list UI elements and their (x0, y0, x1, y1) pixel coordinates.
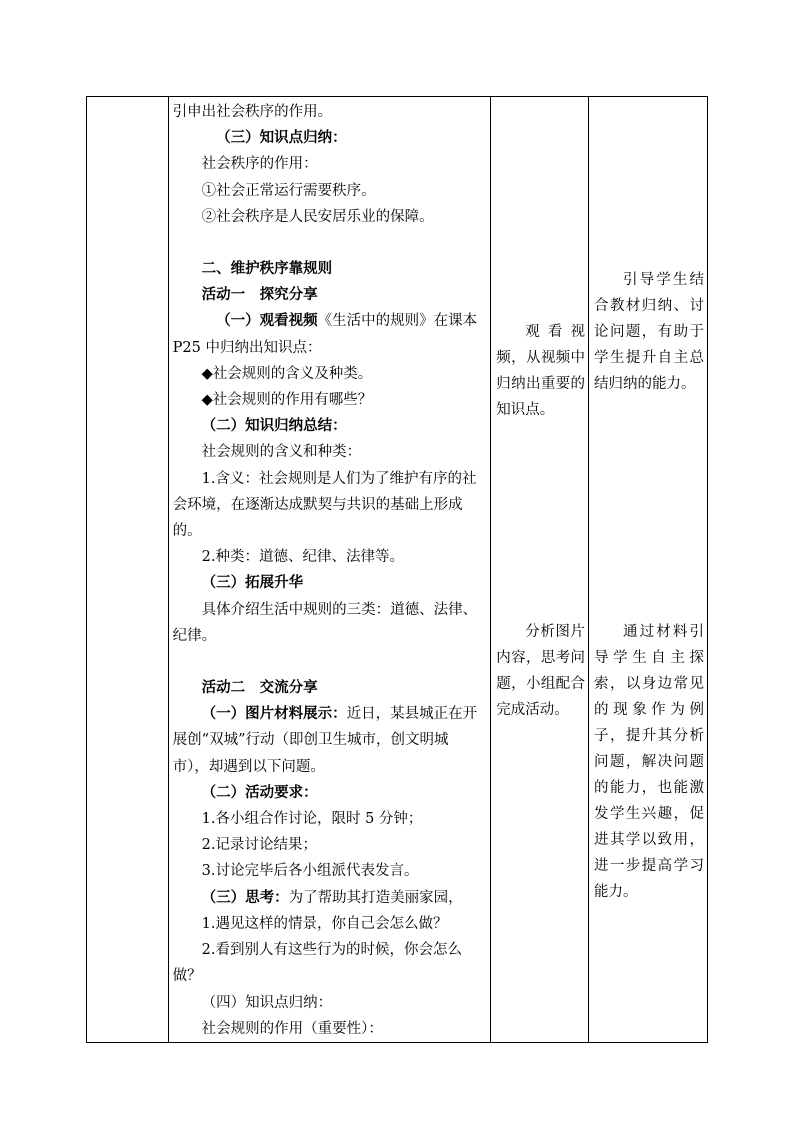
paragraph (173, 308, 485, 360)
paragraph: 2.种类：道德、纪律、法律等。 (201, 549, 404, 566)
list-item: 2.看到别人有这些行为的时候，你会怎么做？ (172, 942, 462, 985)
list-item: 1.遇见这样的情景，你自己会怎么做？ (201, 915, 448, 932)
table-row (87, 97, 708, 1043)
paragraph: 社会规则的作用（重要性）： (201, 1020, 383, 1037)
bullet-item: ◆社会规则的含义及种类。 (201, 365, 373, 382)
paragraph-text: 近日，某县城正在开展创“双城”行动（即创卫生城市，创文明城市），却遇到以下问题。 (172, 706, 478, 775)
student-activity-cell (491, 97, 589, 1043)
stage-cell (87, 97, 169, 1043)
paragraph: 具体介绍生活中规则的三类：道德、法律、纪律。 (172, 601, 478, 644)
content-cell (168, 97, 491, 1043)
paragraph (173, 701, 485, 780)
paragraph: 社会秩序的作用： (201, 156, 318, 173)
activity-title: 活动二 交流分享 (201, 679, 318, 697)
lesson-plan-table (86, 96, 708, 1043)
section-heading: （二）活动要求： (201, 783, 318, 801)
design-intent-text: 通过材料引导学生自主探索，以身边常见的现象作为例子，提升其分析问题，解决问题的能力，也能激发学生兴趣，促进其学以致用，进一步提高学习能力。 (594, 624, 704, 900)
paragraph: 社会规则的含义和种类： (201, 444, 362, 461)
part-title: 二、维护秩序靠规则 (201, 260, 333, 278)
paragraph-text: 为了帮助其打造美丽家园， (288, 889, 463, 906)
list-item: 1.各小组合作讨论，限时 5 分钟； (201, 811, 423, 828)
paragraph: ②社会秩序是人民安居乐业的保障。 (201, 208, 434, 225)
paragraph-text: 《生活中的规则》在课本 P25 中归纳出知识点： (172, 313, 478, 356)
section-heading: （四）知识点归纳： (201, 994, 333, 1011)
section-heading: （三）拓展升华 (201, 574, 304, 592)
section-heading: （一）观看视频 (216, 312, 318, 330)
section-heading: （三）思考： (201, 888, 289, 906)
list-item: 2.记录讨论结果； (201, 837, 317, 854)
design-intent-cell (589, 97, 708, 1043)
list-item: 3.讨论完毕后各小组派代表发言。 (201, 863, 419, 880)
paragraph (173, 885, 485, 911)
student-activity-text: 观看视频，从视频中归纳出重要的知识点。 (496, 324, 586, 418)
paragraph: ①社会正常运行需要秩序。 (201, 182, 376, 199)
bullet-item: ◆社会规则的作用有哪些？ (201, 392, 373, 409)
design-intent-text: 引导学生结合教材归纳、讨论问题，有助于学生提升自主总结归纳的能力。 (594, 272, 704, 392)
section-heading: （二）知识归纳总结： (201, 417, 347, 435)
section-heading: （一）图片材料展示： (201, 705, 347, 723)
student-activity-text: 分析图片内容，思考问题，小组配合完成活动。 (496, 624, 586, 718)
section-heading: （三）知识点归纳： (216, 129, 347, 147)
intro-text: 引申出社会秩序的作用。 (172, 104, 333, 120)
activity-title: 活动一 探究分享 (201, 286, 318, 304)
paragraph: 1.含义：社会规则是人们为了维护有序的社会环境，在逐渐达成默契与共识的基础上形成的。 (172, 470, 477, 540)
